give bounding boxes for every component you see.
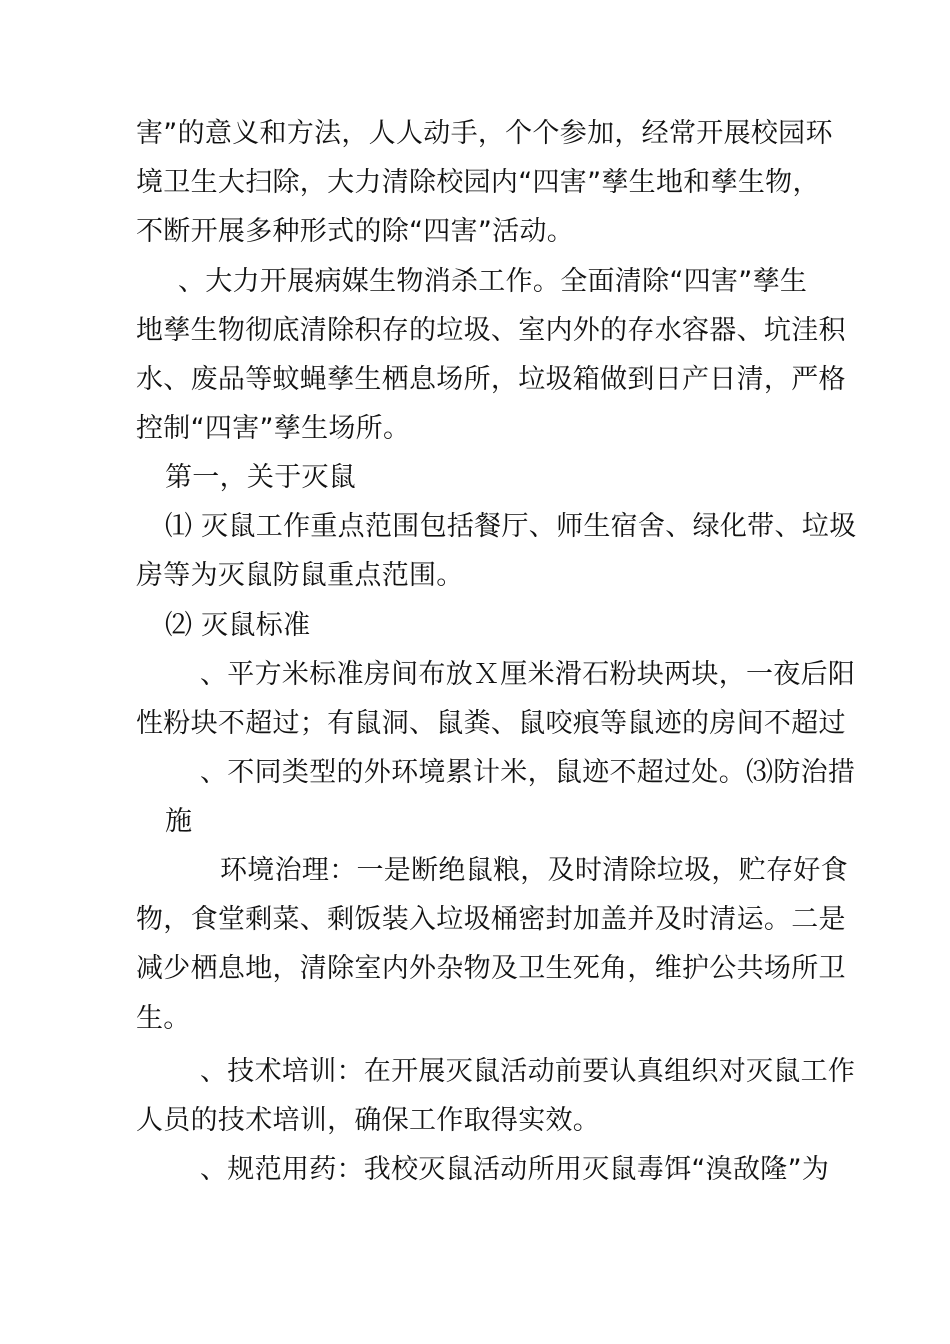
text-line-9: ⑴ 灭鼠工作重点范围包括餐厅、师生宿舍、绿化带、垃圾 — [165, 511, 857, 542]
text-line-3: 不断开展多种形式的除“四害”活动。 — [136, 216, 575, 247]
text-line-19: 生。 — [136, 1003, 191, 1034]
text-line-16: 环境治理：一是断绝鼠粮，及时清除垃圾，贮存好食 — [220, 855, 848, 886]
text-line-18: 减少栖息地，清除室内外杂物及卫生死角，维护公共场所卫 — [136, 953, 846, 984]
text-line-4: 、大力开展病媒生物消杀工作。全面清除“四害”孳生 — [178, 266, 808, 297]
text-line-12: 、平方米标准房间布放Ｘ厘米滑石粉块两块，一夜后阳 — [200, 659, 856, 690]
section-heading: 第一，关于灭鼠 — [165, 462, 357, 493]
text-line-2: 境卫生大扫除，大力清除校园内“四害”孳生地和孳生物， — [136, 167, 820, 198]
text-line-17: 物，食堂剩菜、剩饭装入垃圾桶密封加盖并及时清运。二是 — [136, 904, 846, 935]
text-line-21: 人员的技术培训，确保工作取得实效。 — [136, 1105, 601, 1136]
text-line-6: 水、废品等蚊蝇孳生栖息场所，垃圾箱做到日产日清，严格 — [136, 364, 846, 395]
text-line-10: 房等为灭鼠防鼠重点范围。 — [136, 560, 464, 591]
text-line-20: 、技术培训：在开展灭鼠活动前要认真组织对灭鼠工作 — [200, 1056, 856, 1087]
text-line-13: 性粉块不超过；有鼠洞、鼠粪、鼠咬痕等鼠迹的房间不超过 — [136, 708, 846, 739]
text-line-1: 害”的意义和方法，人人动手，个个参加，经常开展校园环 — [136, 118, 833, 149]
text-line-5: 地孳生物彻底清除积存的垃圾、室内外的存水容器、坑洼积 — [136, 315, 846, 346]
text-line-14: 、不同类型的外环境累计米，鼠迹不超过处。⑶防治措 — [200, 757, 856, 788]
text-line-22: 、规范用药：我校灭鼠活动所用灭鼠毒饵“溴敌隆”为 — [200, 1154, 830, 1185]
text-line-7: 控制“四害”孳生场所。 — [136, 413, 411, 444]
subheading-standard: ⑵ 灭鼠标准 — [165, 610, 311, 641]
text-line-15: 施 — [165, 806, 193, 837]
